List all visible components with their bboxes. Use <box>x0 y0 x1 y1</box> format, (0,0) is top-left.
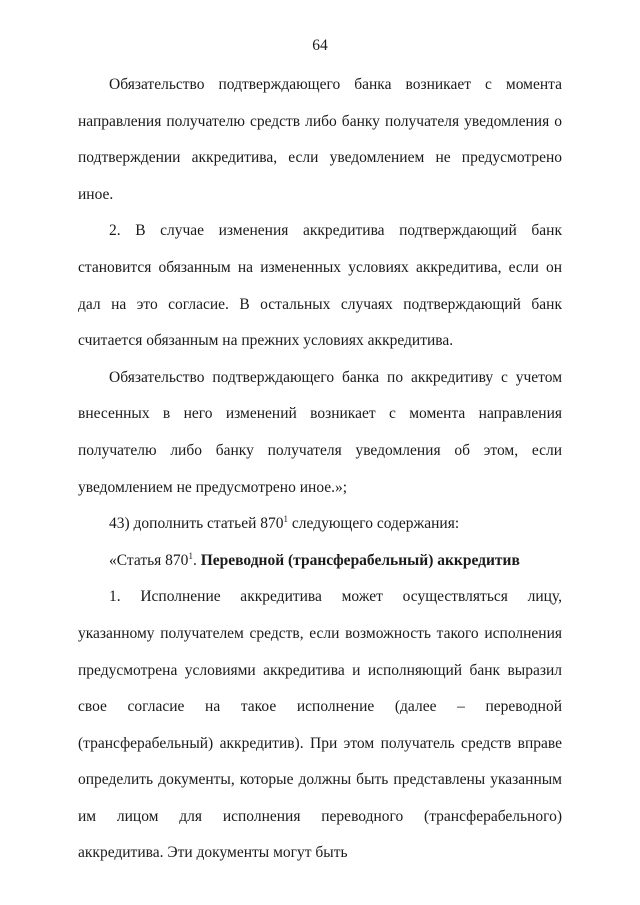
paragraph-obligation-with-changes: Обязательство подтверждающего банка по аккредитиву с учетом внесенных в него изменений возникает с момента направления получателю либо банку получателя уведомления об этом, если уведомлением не предусмотрено иное.»; <box>78 368 562 496</box>
amendment-superscript: 1 <box>283 514 289 525</box>
article-heading <box>78 543 562 580</box>
amendment-suffix: следующего содержания: <box>288 515 460 533</box>
paragraph-confirming-bank-obligation: Обязательство подтверждающего банка возникает с момента направления получателю средств либо банку получателя уведомления о подтверждении аккредитива, если уведомлением не предусмотрено иное. <box>78 76 562 203</box>
paragraph-credit-change: 2. В случае изменения аккредитива подтверждающий банк становится обязанным на измененных условиях аккредитива, если он дал на это согласие. В остальных случаях подтверждающий банк считается обязанным на прежних условиях аккредитива. <box>78 222 562 350</box>
amendment-text: 43) дополнить статьей 870 <box>109 515 284 533</box>
article-label: «Статья 870 <box>109 551 189 569</box>
document-body <box>78 67 562 872</box>
page-number: 64 <box>312 37 328 54</box>
article-title: Переводной (трансферабельный) аккредитив <box>200 551 520 569</box>
article-dot: . <box>192 551 201 569</box>
article-superscript: 1 <box>188 550 193 561</box>
paragraph-transferable-credit: 1. Исполнение аккредитива может осуществляться лицу, указанному получателем средств, если возможность такого исполнения предусмотрена условиями аккредитива и исполняющий банк выразил свое согласие на такое исполнение (далее – переводной (трансферабельный) аккредитив). При этом получатель средств вправе определить документы, которые должны быть представлены указанным им лицом для исполнения переводного (трансферабельного) аккредитива. Эти документы могут быть <box>78 588 562 862</box>
amendment-item <box>78 506 562 543</box>
